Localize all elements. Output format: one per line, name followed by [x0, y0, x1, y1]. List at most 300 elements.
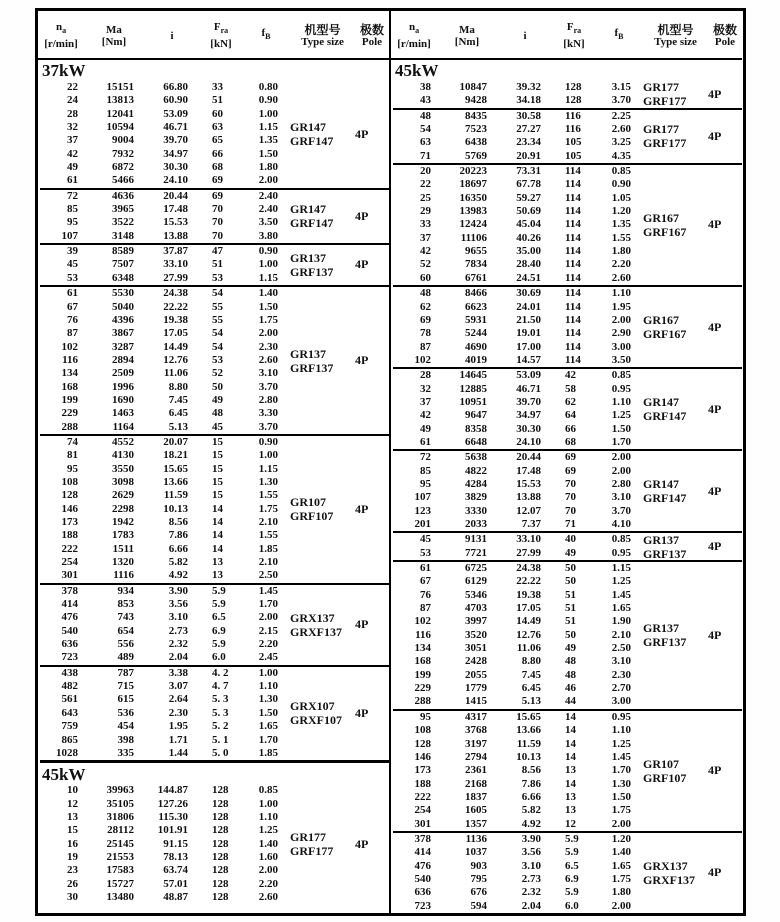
- header-speed: $n_a$ [r/min]: [44, 21, 78, 50]
- cell-radial-force: 40: [565, 533, 576, 546]
- cell-ratio: 19.38: [163, 313, 188, 326]
- cell-radial-force: 6.0: [565, 899, 579, 912]
- cell-torque: 1690: [112, 393, 134, 406]
- cell-torque: 35105: [106, 797, 134, 810]
- cell-speed: 62: [420, 300, 431, 313]
- cell-torque: 13480: [106, 890, 134, 903]
- cell-service-factor: 2.70: [611, 682, 631, 695]
- cell-service-factor: 1.95: [611, 300, 631, 313]
- cell-service-factor: 1.70: [611, 764, 631, 777]
- header-ratio: i: [170, 29, 174, 42]
- cell-ratio: 33.10: [516, 533, 541, 546]
- cell-ratio: 24.38: [516, 562, 541, 575]
- type-size-label: GR137 GRF137: [290, 346, 334, 375]
- cell-torque: 10847: [459, 81, 487, 93]
- cell-radial-force: 68: [212, 161, 223, 174]
- cell-torque: 20223: [459, 165, 487, 178]
- cell-speed: 188: [61, 529, 78, 542]
- cell-speed: 723: [61, 651, 78, 664]
- cell-radial-force: 50: [212, 380, 223, 393]
- cell-service-factor: 0.85: [611, 369, 631, 382]
- cell-speed: 71: [420, 149, 431, 162]
- header-type-size: 机型号 Type size: [301, 22, 344, 48]
- spec-block: [40, 285, 389, 434]
- cell-speed: 43: [420, 94, 431, 107]
- cell-ratio: 34.97: [516, 409, 541, 422]
- spec-block: [40, 434, 389, 583]
- cell-speed: 378: [414, 832, 431, 845]
- type-size-label: GR137 GRF137: [643, 532, 687, 561]
- cell-radial-force: 54: [212, 287, 223, 300]
- cell-service-factor: 1.75: [611, 872, 631, 885]
- cell-service-factor: 2.60: [258, 890, 278, 903]
- cell-radial-force: 13: [212, 556, 223, 569]
- cell-ratio: 30.69: [516, 287, 541, 300]
- header-ratio: i: [523, 29, 527, 42]
- cell-torque: 1164: [112, 420, 134, 433]
- cell-service-factor: 1.55: [258, 489, 278, 502]
- cell-torque: 4703: [465, 602, 487, 615]
- cell-ratio: 17.48: [163, 203, 188, 216]
- cell-torque: 1996: [112, 380, 134, 393]
- pole-label: 4P: [708, 217, 722, 232]
- cell-radial-force: 128: [212, 810, 229, 823]
- cell-radial-force: 14: [565, 737, 576, 750]
- cell-speed: 116: [415, 628, 431, 641]
- cell-service-factor: 1.80: [611, 886, 631, 899]
- cell-service-factor: 2.00: [611, 899, 631, 912]
- cell-ratio: 19.01: [516, 327, 541, 340]
- cell-ratio: 8.56: [168, 516, 188, 528]
- cell-radial-force: 14: [212, 516, 223, 528]
- cell-ratio: 27.99: [163, 271, 188, 284]
- cell-ratio: 23.34: [516, 136, 541, 149]
- cell-ratio: 24.51: [516, 271, 541, 284]
- cell-service-factor: 2.15: [258, 624, 278, 637]
- cell-radial-force: 5.9: [212, 638, 226, 651]
- cell-ratio: 24.01: [516, 300, 541, 313]
- type-size-label: GR177 GRF177: [643, 80, 687, 109]
- cell-ratio: 7.37: [521, 518, 541, 530]
- cell-ratio: 19.38: [516, 588, 541, 601]
- cell-service-factor: 4.10: [611, 518, 631, 530]
- cell-speed: 53: [67, 271, 78, 284]
- cell-torque: 21553: [106, 850, 134, 863]
- cell-torque: 3550: [112, 462, 134, 475]
- cell-torque: 5931: [465, 313, 487, 326]
- cell-speed: 85: [67, 203, 78, 216]
- cell-speed: 78: [420, 327, 431, 340]
- cell-radial-force: 128: [212, 890, 229, 903]
- cell-radial-force: 70: [212, 203, 223, 216]
- cell-ratio: 10.13: [163, 502, 188, 515]
- cell-torque: 3098: [112, 475, 134, 488]
- cell-speed: 48: [420, 287, 431, 300]
- cell-torque: 536: [117, 706, 134, 719]
- cell-radial-force: 5.9: [212, 598, 226, 611]
- cell-speed: 254: [414, 804, 431, 817]
- cell-ratio: 144.87: [157, 784, 188, 797]
- cell-torque: 7523: [465, 123, 487, 136]
- cell-torque: 28112: [107, 824, 134, 837]
- cell-service-factor: 3.80: [258, 229, 278, 242]
- cell-radial-force: 128: [212, 864, 229, 877]
- cell-ratio: 73.31: [516, 165, 541, 178]
- cell-radial-force: 4. 7: [212, 680, 229, 693]
- cell-torque: 15727: [106, 877, 134, 890]
- cell-radial-force: 51: [212, 94, 223, 107]
- cell-torque: 3867: [112, 327, 134, 340]
- cell-radial-force: 14: [212, 502, 223, 515]
- cell-ratio: 1.71: [168, 733, 188, 746]
- cell-torque: 4636: [112, 189, 134, 202]
- cell-torque: 556: [117, 638, 134, 651]
- cell-radial-force: 15: [212, 475, 223, 488]
- cell-speed: 28: [67, 107, 78, 120]
- cell-service-factor: 1.05: [611, 191, 631, 204]
- cell-torque: 3287: [112, 340, 134, 353]
- cell-service-factor: 2.10: [258, 556, 278, 569]
- cell-torque: 5638: [465, 451, 487, 464]
- cell-service-factor: 2.00: [258, 864, 278, 877]
- cell-service-factor: 1.45: [258, 584, 278, 597]
- pole-label: 4P: [708, 483, 722, 498]
- cell-radial-force: 53: [212, 353, 223, 366]
- cell-service-factor: 0.85: [611, 165, 631, 178]
- cell-speed: 42: [420, 245, 431, 258]
- cell-radial-force: 51: [565, 588, 576, 601]
- cell-ratio: 45.04: [516, 218, 541, 231]
- cell-ratio: 7.45: [168, 393, 188, 406]
- cell-speed: 540: [414, 872, 431, 885]
- spec-block: [393, 163, 742, 285]
- cell-ratio: 30.30: [516, 422, 541, 435]
- pole-label: 4P: [355, 836, 369, 851]
- cell-ratio: 35.00: [516, 245, 541, 258]
- cell-service-factor: 3.25: [611, 136, 631, 149]
- cell-service-factor: 1.10: [611, 287, 631, 300]
- cell-ratio: 48.87: [163, 890, 188, 903]
- cell-ratio: 14.49: [163, 340, 188, 353]
- cell-speed: 95: [67, 462, 78, 475]
- cell-service-factor: 1.85: [258, 746, 278, 759]
- cell-torque: 1357: [465, 817, 487, 830]
- cell-speed: 19: [67, 850, 78, 863]
- cell-torque: 454: [117, 720, 134, 733]
- cell-radial-force: 44: [565, 695, 576, 708]
- cell-torque: 9428: [465, 94, 487, 107]
- cell-service-factor: 4.35: [611, 149, 631, 162]
- cell-ratio: 30.58: [516, 109, 541, 122]
- cell-speed: 188: [414, 777, 431, 790]
- type-size-label: GR147 GRF147: [290, 120, 334, 149]
- cell-speed: 69: [420, 313, 431, 326]
- cell-service-factor: 1.45: [611, 588, 631, 601]
- cell-ratio: 3.10: [168, 611, 188, 624]
- cell-service-factor: 1.15: [611, 562, 631, 575]
- type-size-label: GR147 GRF147: [290, 202, 334, 231]
- table-body-left: [38, 60, 389, 913]
- cell-ratio: 3.07: [168, 680, 188, 693]
- spec-block: [40, 188, 389, 243]
- cell-ratio: 46.71: [516, 382, 541, 395]
- cell-radial-force: 45: [212, 420, 223, 433]
- cell-radial-force: 12: [565, 817, 576, 830]
- table-left-half: [38, 11, 389, 913]
- cell-radial-force: 52: [212, 367, 223, 380]
- cell-radial-force: 55: [212, 313, 223, 326]
- cell-ratio: 2.64: [168, 693, 188, 706]
- cell-ratio: 5.82: [521, 804, 541, 817]
- cell-radial-force: 116: [565, 123, 581, 136]
- cell-radial-force: 5. 2: [212, 720, 229, 733]
- cell-radial-force: 70: [212, 216, 223, 229]
- cell-service-factor: 0.85: [258, 784, 278, 797]
- cell-service-factor: 0.85: [611, 533, 631, 546]
- cell-radial-force: 114: [565, 271, 581, 284]
- cell-service-factor: 3.10: [611, 491, 631, 504]
- cell-ratio: 2.30: [168, 706, 188, 719]
- cell-speed: 199: [61, 393, 78, 406]
- type-size-label: GR107 GRF107: [290, 495, 334, 524]
- cell-speed: 146: [61, 502, 78, 515]
- cell-torque: 9131: [465, 533, 487, 546]
- cell-radial-force: 6.5: [212, 611, 226, 624]
- cell-ratio: 18.21: [163, 449, 188, 462]
- cell-radial-force: 128: [565, 94, 582, 107]
- cell-radial-force: 53: [212, 271, 223, 284]
- cell-torque: 903: [470, 859, 487, 872]
- cell-service-factor: 3.15: [611, 81, 631, 93]
- cell-torque: 1415: [465, 695, 487, 708]
- cell-torque: 13983: [459, 205, 487, 218]
- cell-service-factor: 2.00: [611, 464, 631, 477]
- cell-speed: 29: [420, 205, 431, 218]
- cell-torque: 9655: [465, 245, 487, 258]
- cell-service-factor: 1.50: [258, 300, 278, 313]
- spec-block: [393, 81, 742, 108]
- cell-torque: 3997: [465, 615, 487, 628]
- cell-ratio: 4.92: [521, 817, 541, 830]
- cell-ratio: 8.56: [521, 764, 541, 777]
- cell-speed: 1028: [56, 746, 78, 759]
- type-size-label: GRX107 GRXF107: [290, 699, 342, 728]
- cell-speed: 482: [61, 680, 78, 693]
- spec-block: [40, 583, 389, 665]
- cell-ratio: 20.91: [516, 149, 541, 162]
- cell-radial-force: 66: [565, 422, 576, 435]
- type-size-label: GR177 GRF177: [643, 122, 687, 151]
- cell-radial-force: 15: [212, 489, 223, 502]
- cell-speed: 102: [414, 615, 431, 628]
- cell-speed: 229: [61, 407, 78, 420]
- cell-ratio: 78.13: [163, 850, 188, 863]
- cell-speed: 13: [67, 810, 78, 823]
- cell-ratio: 2.32: [521, 886, 541, 899]
- cell-torque: 2428: [465, 655, 487, 668]
- cell-speed: 38: [420, 81, 431, 93]
- cell-torque: 1605: [465, 804, 487, 817]
- cell-service-factor: 2.60: [611, 271, 631, 284]
- cell-speed: 52: [420, 258, 431, 271]
- spec-block: [393, 367, 742, 449]
- cell-speed: 561: [61, 693, 78, 706]
- cell-service-factor: 1.10: [611, 395, 631, 408]
- cell-ratio: 1.95: [168, 720, 188, 733]
- type-size-label: GR167 GRF167: [643, 313, 687, 342]
- cell-service-factor: 2.80: [258, 393, 278, 406]
- cell-radial-force: 64: [565, 409, 576, 422]
- cell-speed: 95: [420, 710, 431, 723]
- cell-speed: 12: [67, 797, 78, 810]
- cell-speed: 438: [61, 666, 78, 679]
- cell-torque: 17583: [106, 864, 134, 877]
- cell-radial-force: 15: [212, 449, 223, 462]
- cell-torque: 4130: [112, 449, 134, 462]
- cell-radial-force: 5. 1: [212, 733, 229, 746]
- cell-speed: 168: [414, 655, 431, 668]
- cell-ratio: 39.70: [516, 395, 541, 408]
- cell-service-factor: 1.70: [611, 435, 631, 448]
- cell-ratio: 3.90: [168, 584, 188, 597]
- cell-torque: 3051: [465, 642, 487, 655]
- header-service-factor: $f_B$: [261, 27, 271, 42]
- spec-block: [393, 108, 742, 163]
- cell-torque: 13813: [106, 94, 134, 107]
- cell-ratio: 39.32: [516, 81, 541, 93]
- cell-torque: 2055: [465, 668, 487, 681]
- cell-torque: 4822: [465, 464, 487, 477]
- cell-ratio: 63.74: [163, 864, 188, 877]
- cell-speed: 301: [61, 569, 78, 582]
- cell-radial-force: 5. 3: [212, 693, 229, 706]
- cell-ratio: 7.86: [521, 777, 541, 790]
- cell-torque: 1942: [112, 516, 134, 528]
- cell-service-factor: 2.50: [258, 569, 278, 582]
- cell-torque: 15151: [106, 81, 134, 93]
- cell-service-factor: 1.25: [611, 575, 631, 588]
- cell-ratio: 6.45: [168, 407, 188, 420]
- cell-speed: 22: [420, 178, 431, 191]
- cell-speed: 173: [61, 516, 78, 528]
- table-body-right: [391, 60, 742, 913]
- cell-speed: 16: [67, 837, 78, 850]
- cell-service-factor: 2.45: [258, 651, 278, 664]
- cell-torque: 1037: [465, 846, 487, 859]
- cell-ratio: 57.01: [163, 877, 188, 890]
- cell-service-factor: 3.50: [258, 216, 278, 229]
- cell-torque: 2509: [112, 367, 134, 380]
- pole-label: 4P: [355, 501, 369, 516]
- cell-service-factor: 1.15: [258, 462, 278, 475]
- cell-ratio: 20.44: [516, 451, 541, 464]
- cell-ratio: 17.05: [163, 327, 188, 340]
- table-right-half: [391, 11, 742, 913]
- cell-speed: 42: [67, 147, 78, 160]
- cell-torque: 8466: [465, 287, 487, 300]
- section-title: 37kW: [42, 61, 86, 80]
- pole-label: 4P: [708, 128, 722, 143]
- pole-label: 4P: [355, 617, 369, 632]
- cell-ratio: 7.45: [521, 668, 541, 681]
- cell-speed: 61: [67, 287, 78, 300]
- cell-radial-force: 5.9: [565, 846, 579, 859]
- cell-ratio: 27.27: [516, 123, 541, 136]
- cell-ratio: 20.07: [163, 435, 188, 448]
- cell-speed: 134: [414, 642, 431, 655]
- cell-radial-force: 71: [565, 518, 576, 530]
- cell-service-factor: 1.30: [258, 693, 278, 706]
- cell-radial-force: 50: [565, 575, 576, 588]
- cell-ratio: 115.30: [158, 810, 188, 823]
- cell-ratio: 60.90: [163, 94, 188, 107]
- cell-torque: 1320: [112, 556, 134, 569]
- header-pole: 极数 Pole: [712, 22, 737, 48]
- cell-torque: 3965: [112, 203, 134, 216]
- cell-radial-force: 6.9: [212, 624, 226, 637]
- cell-ratio: 20.44: [163, 189, 188, 202]
- cell-service-factor: 3.70: [258, 420, 278, 433]
- cell-radial-force: 49: [565, 546, 576, 559]
- cell-radial-force: 51: [565, 615, 576, 628]
- pole-label: 4P: [355, 257, 369, 272]
- cell-torque: 3829: [465, 491, 487, 504]
- cell-radial-force: 5. 0: [212, 746, 229, 759]
- cell-radial-force: 114: [565, 165, 581, 178]
- header-pole: 极数 Pole: [359, 22, 384, 48]
- cell-ratio: 67.78: [516, 178, 541, 191]
- cell-torque: 853: [117, 598, 134, 611]
- cell-service-factor: 1.25: [258, 824, 278, 837]
- cell-torque: 7834: [465, 258, 487, 271]
- cell-speed: 49: [67, 161, 78, 174]
- cell-torque: 6725: [465, 562, 487, 575]
- cell-torque: 4284: [465, 477, 487, 490]
- cell-torque: 8589: [112, 245, 134, 258]
- header-torque: Ma [Nm]: [454, 23, 480, 48]
- cell-radial-force: 14: [212, 529, 223, 542]
- cell-radial-force: 13: [565, 790, 576, 803]
- cell-ratio: 13.66: [516, 724, 541, 737]
- cell-service-factor: 1.50: [258, 706, 278, 719]
- cell-speed: 61: [67, 174, 78, 187]
- cell-torque: 4396: [112, 313, 134, 326]
- cell-speed: 54: [420, 123, 431, 136]
- cell-service-factor: 2.60: [258, 353, 278, 366]
- cell-radial-force: 105: [565, 136, 582, 149]
- cell-radial-force: 114: [565, 245, 581, 258]
- cell-radial-force: 128: [212, 850, 229, 863]
- cell-speed: 128: [61, 489, 78, 502]
- cell-speed: 72: [67, 189, 78, 202]
- cell-torque: 4690: [465, 340, 487, 353]
- cell-service-factor: 1.00: [258, 449, 278, 462]
- section-title: 45kW: [40, 760, 389, 784]
- cell-speed: 24: [67, 94, 78, 107]
- cell-speed: 108: [61, 475, 78, 488]
- cell-radial-force: 14: [565, 724, 576, 737]
- cell-ratio: 127.26: [157, 797, 188, 810]
- cell-torque: 14645: [459, 369, 487, 382]
- cell-speed: 72: [420, 451, 431, 464]
- cell-speed: 301: [414, 817, 431, 830]
- cell-radial-force: 15: [212, 462, 223, 475]
- cell-torque: 4317: [465, 710, 487, 723]
- header-service-factor: $f_B$: [614, 27, 624, 42]
- cell-ratio: 24.10: [516, 435, 541, 448]
- cell-service-factor: 1.10: [258, 810, 278, 823]
- cell-speed: 95: [420, 477, 431, 490]
